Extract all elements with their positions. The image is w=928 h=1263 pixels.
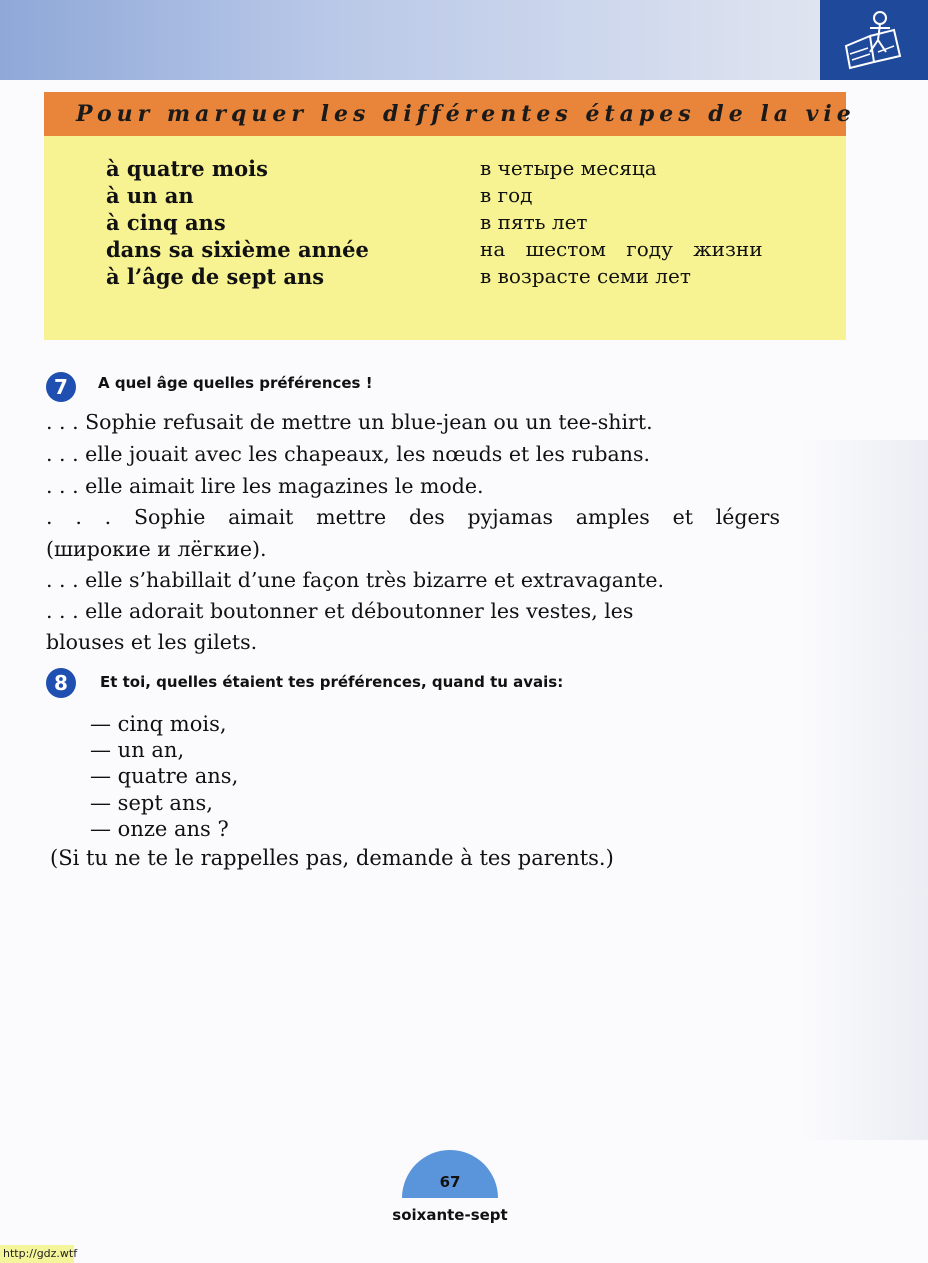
vocabulary-french: à l’âge de sept ans: [106, 264, 325, 289]
vocabulary-row: [44, 237, 846, 264]
exercise-line: . . . elle s’habillait d’une façon très bizarre et extravagante.: [46, 568, 665, 592]
vocabulary-title: Pour marquer les différentes étapes de la vie: [44, 92, 846, 136]
vocabulary-french: à un an: [106, 183, 194, 208]
vocabulary-russian: в пять лет: [480, 210, 588, 234]
watermark-link[interactable]: http://gdz.wtf: [0, 1245, 74, 1263]
exercise-line: . . . Sophie refusait de mettre un blue-jean ou un tee-shirt.: [46, 410, 653, 434]
exercise-line: . . . elle adorait boutonner et déboutonner les vestes, les: [46, 599, 634, 623]
list-item: — onze ans ?: [90, 817, 229, 841]
exercise-line: (широкие и лёгкие).: [46, 537, 267, 561]
show-through-shadow: [800, 440, 928, 1140]
vocabulary-row: [44, 210, 846, 237]
vocabulary-french: à cinq ans: [106, 210, 226, 235]
exercise-number-badge: 7: [46, 372, 76, 402]
chapter-corner-tab: [820, 0, 928, 80]
vocabulary-french: dans sa sixième année: [106, 237, 369, 262]
vocabulary-russian: в возрасте семи лет: [480, 264, 691, 288]
page-number-word: soixante-sept: [392, 1206, 508, 1224]
vocabulary-russian: в год: [480, 183, 533, 207]
vocabulary-french: à quatre mois: [106, 156, 268, 181]
exercise-heading: Et toi, quelles étaient tes préférences, quand tu avais:: [100, 673, 564, 691]
list-item: — un an,: [90, 738, 185, 762]
vocabulary-russian: на шестом году жизни: [480, 237, 763, 261]
exercise-line: . . . elle aimait lire les magazines le mode.: [46, 474, 484, 498]
top-decorative-band: [0, 0, 820, 80]
vocabulary-box: [44, 92, 856, 340]
vocabulary-russian: в четыре месяца: [480, 156, 657, 180]
exercise-line: . . . Sophie aimait mettre des pyjamas amples et légers: [46, 505, 780, 529]
exercise-line: blouses et les gilets.: [46, 630, 258, 654]
reading-person-icon: [840, 6, 908, 72]
vocabulary-row: [44, 156, 846, 183]
exercise-number-badge: 8: [46, 668, 76, 698]
exercise-note: (Si tu ne te le rappelles pas, demande à tes parents.): [50, 846, 614, 870]
vocabulary-row: [44, 264, 846, 291]
page-number-tab: 67: [402, 1150, 498, 1198]
list-item: — sept ans,: [90, 791, 213, 815]
exercise-line: . . . elle jouait avec les chapeaux, les nœuds et les rubans.: [46, 442, 651, 466]
vocabulary-row: [44, 183, 846, 210]
list-item: — quatre ans,: [90, 764, 239, 788]
exercise-heading: A quel âge quelles préférences !: [98, 374, 373, 392]
list-item: — cinq mois,: [90, 712, 227, 736]
